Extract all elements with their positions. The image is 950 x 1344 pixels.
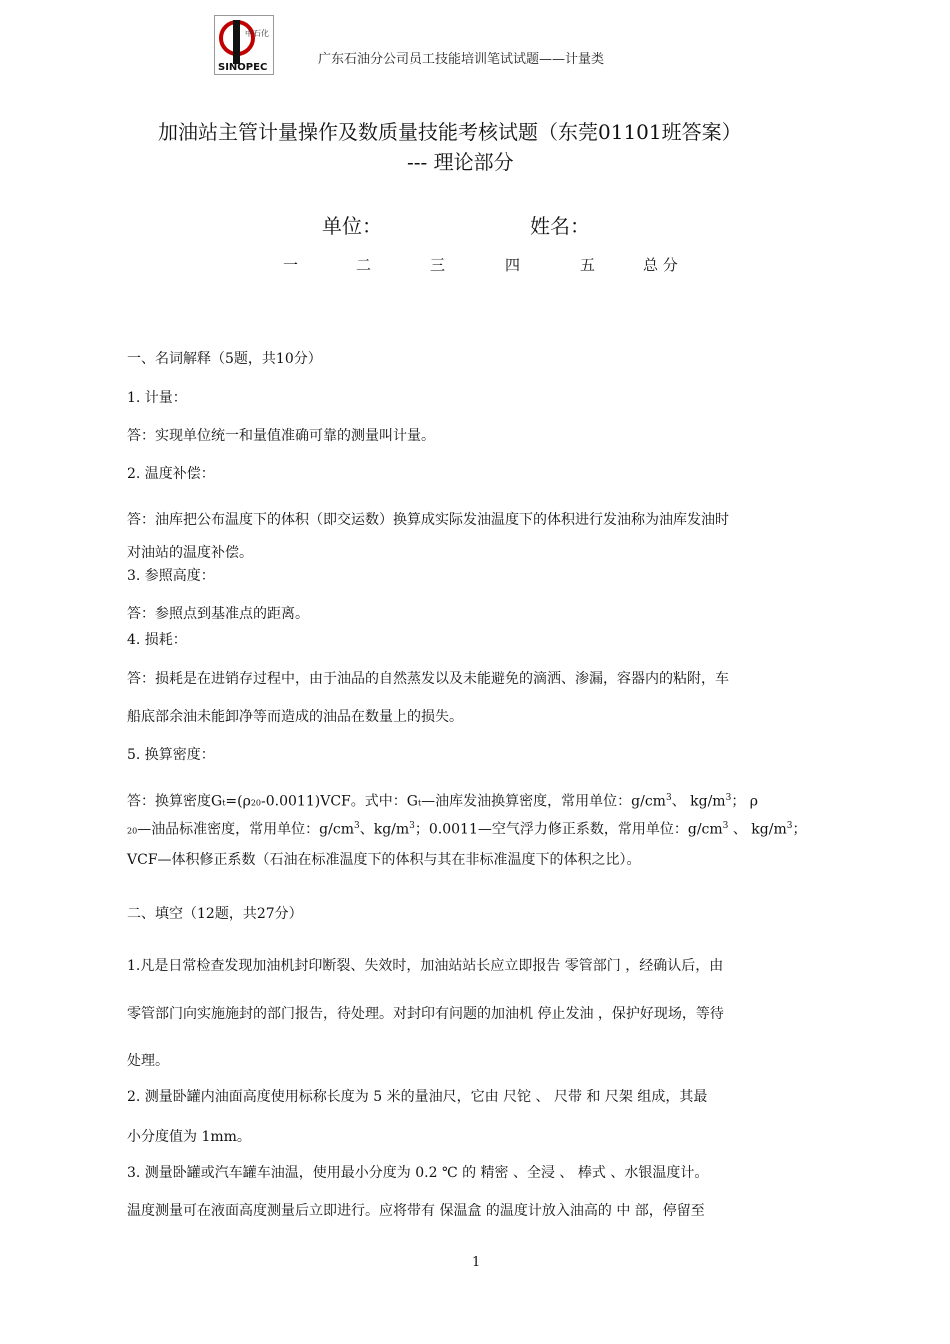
a5-text: —油库发油换算密度，常用单位：g/cm: [421, 793, 666, 810]
a5-superscript: 3: [722, 821, 729, 831]
a5-superscript: 3: [409, 821, 415, 831]
fill2-line1: 2. 测量卧罐内油面高度使用标称长度为 5 米的量油尺，它由 尺铊 、 尺带 和 尺架 组成，其最: [127, 1089, 708, 1105]
a5-line2: [127, 822, 806, 837]
fill2-line2: 小分度值为 1mm。: [127, 1129, 251, 1145]
a5-text: ； ρ: [731, 793, 758, 810]
a5-subscript: 20: [127, 826, 138, 836]
a1: 答：实现单位统一和量值准确可靠的测量叫计量。: [127, 428, 435, 444]
score-col-4: 四: [505, 256, 521, 274]
a4-line1: 答：损耗是在进销存过程中，由于油品的自然蒸发以及未能避免的滴洒、渗漏，容器内的粘附，车: [127, 671, 729, 687]
score-col-total: 总 分: [643, 256, 678, 274]
a2-line2: 对油站的温度补偿。: [127, 545, 253, 561]
q2: 2. 温度补偿：: [127, 466, 215, 482]
svg-text:中石化: 中石化: [245, 29, 269, 38]
sinopec-logo-graphic: [215, 16, 273, 74]
section1-heading: 一、名词解释（5题，共10分）: [127, 351, 322, 367]
score-col-5: 五: [580, 256, 596, 274]
q4: 4. 损耗：: [127, 632, 187, 648]
a5-text: =(ρ: [225, 793, 251, 810]
a5-text: ；: [792, 821, 807, 838]
page-title: 加油站主管计量操作及数质量技能考核试题（东莞01101班答案）: [158, 120, 742, 144]
a5-superscript: 3: [665, 793, 672, 803]
a5-subscript: t: [222, 798, 226, 808]
a5-text: -0.0011)VCF。式中：G: [261, 793, 418, 810]
a4-line2: 船底部余油未能卸净等而造成的油品在数量上的损失。: [127, 709, 463, 725]
fill1-line2: 零管部门向实施施封的部门报告，待处理。对封印有问题的加油机 停止发油 ，保护好现场，等待: [127, 1006, 724, 1022]
a2-line1: 答：油库把公布温度下的体积（即交运数）换算成实际发油温度下的体积进行发油称为油库发油时: [127, 512, 729, 528]
page-subtitle: --- 理论部分: [407, 150, 514, 174]
a5-superscript: 3: [725, 793, 732, 803]
fill1-line3: 处理。: [127, 1053, 169, 1069]
a5-superscript: 3: [786, 821, 793, 831]
header-text: 广东石油分公司员工技能培训笔试试题——计量类: [318, 52, 605, 67]
unit-field-label: 单位：: [322, 214, 382, 238]
score-col-2: 二: [356, 256, 372, 274]
a5-text: 、 kg/m: [671, 793, 726, 810]
a5-superscript: 3: [353, 821, 360, 831]
section2-heading: 二、填空（12题，共27分）: [127, 906, 303, 922]
a5-line3: VCF—体积修正系数（石油在标准温度下的体积与其在非标准温度下的体积之比）。: [127, 852, 641, 868]
q5: 5. 换算密度：: [127, 747, 215, 763]
a5-text: —油品标准密度，常用单位：g/cm: [137, 821, 354, 838]
sinopec-logo: [214, 15, 274, 75]
fill3-line1: 3. 测量卧罐或汽车罐车油温，使用最小分度为 0.2 ℃ 的 精密 、全浸 、 棒式 、水银温度计。: [127, 1165, 709, 1181]
score-col-1: 一: [283, 256, 299, 274]
name-field-label: 姓名：: [530, 214, 590, 238]
q3: 3. 参照高度：: [127, 568, 215, 584]
a5-subscript: 20: [250, 798, 262, 808]
page-number: 1: [472, 1255, 481, 1270]
a5-subscript: t: [417, 798, 422, 808]
a5-line1: [127, 794, 758, 809]
a5-text: 答：换算密度G: [127, 793, 223, 810]
fill1-line1: 1.凡是日常检查发现加油机封印断裂、失效时，加油站站长应立即报告 零管部门 ，经确认后，由: [127, 958, 724, 974]
a5-text: 、 kg/m: [728, 821, 787, 838]
a5-text: 、kg/m: [359, 821, 410, 838]
score-col-3: 三: [430, 256, 446, 274]
q1: 1. 计量：: [127, 390, 187, 406]
a5-text: ；0.0011—空气浮力修正系数，常用单位：g/cm: [414, 821, 723, 838]
a3: 答：参照点到基准点的距离。: [127, 606, 309, 622]
svg-text:SINOPEC: SINOPEC: [218, 62, 268, 73]
fill3-line2: 温度测量可在液面高度测量后立即进行。应将带有 保温盒 的温度计放入油高的 中 部，停留至: [127, 1203, 705, 1219]
